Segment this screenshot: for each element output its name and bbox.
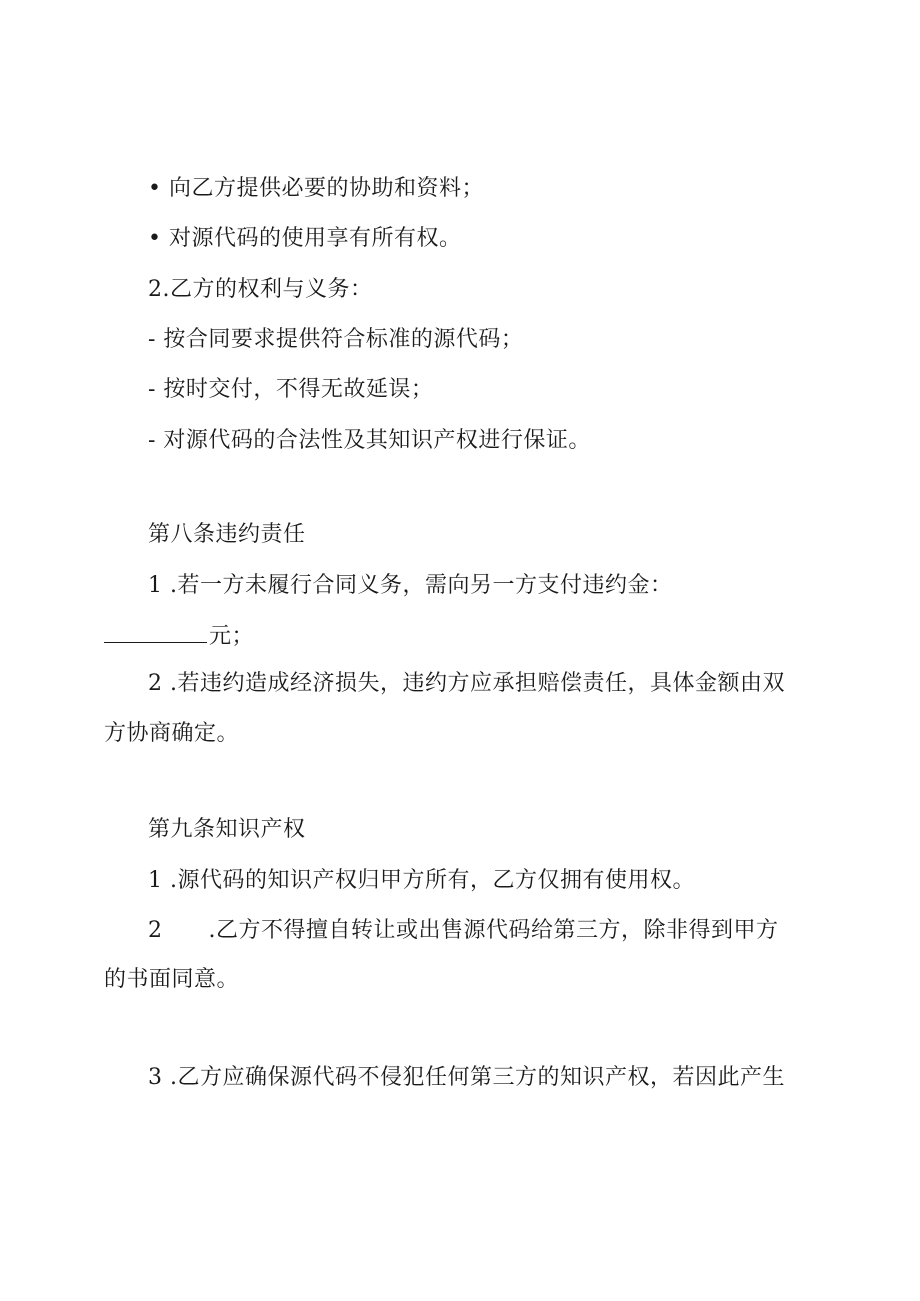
dash-item-provide-code: - 按合同要求提供符合标准的源代码； <box>148 327 524 352</box>
article-heading-ip: 第九条知识产权 <box>148 817 306 842</box>
clause-ip-infringement: 3 .乙方应确保源代码不侵犯任何第三方的知识产权，若因此产生 <box>148 1065 785 1090</box>
clause-ip-transfer <box>148 916 779 946</box>
penalty-amount-line <box>104 620 254 652</box>
article-heading-breach: 第八条违约责任 <box>148 522 306 547</box>
bullet-item-assistance: • 向乙方提供必要的协助和资料； <box>148 176 484 201</box>
clause-breach-penalty: 1 .若一方未履行合同义务，需向另一方支付违约金： <box>148 573 673 598</box>
clause-ip-ownership: 1 .源代码的知识产权归甲方所有，乙方仅拥有使用权。 <box>148 868 695 893</box>
section-heading-party-b-rights: 2.乙方的权利与义务： <box>148 277 373 302</box>
clause-ip-transfer-cont: 的书面同意。 <box>104 967 240 992</box>
dash-item-on-time: - 按时交付，不得无故延误； <box>148 377 434 402</box>
clause-number: 2 <box>148 918 163 943</box>
clause-breach-compensation: 2 .若违约造成经济损失，违约方应承担赔偿责任，具体金额由双 <box>148 671 785 696</box>
dash-item-legality: - 对源代码的合法性及其知识产权进行保证。 <box>148 428 591 453</box>
clause-ip-transfer-text: .乙方不得擅自转让或出售源代码给第三方，除非得到甲方 <box>208 918 779 943</box>
clause-breach-compensation-cont: 方协商确定。 <box>104 721 240 746</box>
amount-blank <box>104 620 207 643</box>
currency-unit: 元； <box>209 624 255 649</box>
bullet-item-ownership: • 对源代码的使用享有所有权。 <box>148 226 462 251</box>
